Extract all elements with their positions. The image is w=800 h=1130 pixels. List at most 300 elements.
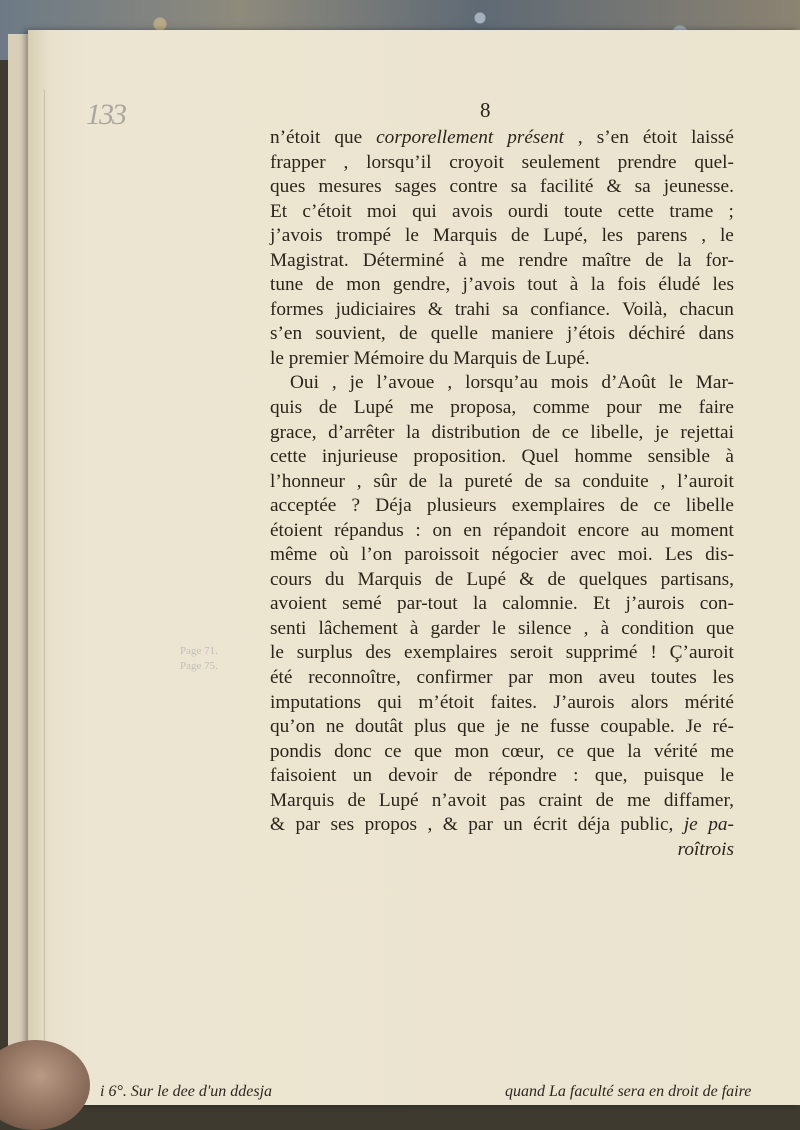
word: con- — [699, 593, 734, 615]
word: de — [522, 347, 541, 369]
word: cœur, — [501, 740, 545, 762]
word: répandoit — [493, 519, 567, 541]
word: roîtrois — [677, 838, 734, 860]
text-line — [270, 347, 734, 372]
text-line — [270, 641, 734, 666]
word: les — [712, 667, 734, 689]
word: Je — [685, 716, 702, 738]
word: J’aurois — [553, 691, 615, 713]
word: j’aurois — [625, 593, 685, 615]
word: quelle — [430, 323, 478, 345]
word: je — [654, 421, 669, 443]
word: un — [503, 814, 523, 836]
word: sa — [502, 298, 519, 320]
text-line — [270, 789, 734, 814]
word: je — [495, 716, 510, 738]
text-line — [270, 322, 734, 347]
word: ce — [561, 421, 579, 443]
word: toute — [563, 200, 603, 222]
word: des — [365, 642, 392, 664]
word: je — [349, 372, 364, 394]
word: proposa, — [450, 397, 517, 419]
word: un — [352, 765, 372, 787]
word: jeunesse. — [663, 176, 734, 198]
text-line — [270, 666, 734, 691]
word: Les — [664, 544, 693, 566]
word: déchiré — [628, 323, 686, 345]
word: ne — [520, 716, 539, 738]
word: quelques — [578, 568, 648, 590]
word: de — [620, 495, 639, 517]
word: : — [573, 765, 579, 787]
word: d’Août — [601, 372, 656, 394]
word: avois — [452, 200, 493, 222]
word: diffamer, — [663, 789, 734, 811]
word: chacun — [679, 298, 734, 320]
word: ce — [556, 740, 575, 762]
word: encore — [577, 519, 630, 541]
word: le — [720, 765, 734, 787]
bleed-through-mark: Page 71. — [180, 645, 218, 657]
word: que, — [594, 765, 628, 787]
word: Lupé, — [543, 225, 588, 247]
word: tune — [270, 274, 304, 296]
text-line — [270, 519, 734, 544]
text-line — [270, 740, 734, 765]
word: de — [547, 568, 566, 590]
word: n’avoit — [431, 789, 487, 811]
word: les — [712, 274, 734, 296]
body-text — [270, 126, 734, 862]
word: sa — [554, 470, 571, 492]
word: écrit — [533, 814, 568, 836]
text-line — [270, 273, 734, 298]
word: , — [583, 617, 589, 639]
word: facilité — [539, 176, 594, 198]
word: reconnoître, — [308, 667, 401, 689]
word: me — [480, 249, 505, 271]
word: sa — [634, 176, 651, 198]
word: , — [660, 470, 666, 492]
word: Et — [270, 200, 288, 222]
word: Lupé — [466, 568, 507, 590]
word: souvient, — [315, 323, 386, 345]
word: Déja — [375, 495, 412, 517]
word: ; — [728, 200, 734, 222]
word: doutât — [354, 716, 404, 738]
word: m’étoit — [418, 691, 475, 713]
word: ? — [351, 495, 361, 517]
word: Et — [593, 593, 611, 615]
text-line — [270, 224, 734, 249]
word: répandus — [334, 519, 404, 541]
word: du — [429, 347, 449, 369]
word: quis — [270, 397, 303, 419]
word: Marquis — [357, 568, 422, 590]
text-line — [270, 298, 734, 323]
word: mérité — [684, 691, 734, 713]
text-line — [270, 421, 734, 446]
word: seroit — [510, 642, 553, 664]
word: seulement — [521, 151, 600, 173]
word: dans — [698, 323, 734, 345]
word: répondre — [488, 765, 557, 787]
word: que — [706, 617, 734, 639]
word: d’arrêter — [328, 421, 395, 443]
word: me — [410, 397, 434, 419]
text-line — [270, 371, 734, 396]
word: fusse — [549, 716, 590, 738]
word: l’honneur — [270, 470, 345, 492]
word: de — [453, 765, 473, 787]
word: & — [270, 814, 285, 836]
word: libelle, — [590, 421, 644, 443]
word: qu’on — [270, 716, 315, 738]
word: le — [404, 225, 419, 247]
handwritten-note-left: i 6°. Sur le dee d'un ddesja — [100, 1083, 273, 1100]
word: de — [531, 421, 551, 443]
text-line — [270, 715, 734, 740]
word: faire — [698, 397, 734, 419]
word: ses — [330, 814, 355, 836]
word: fois — [617, 274, 646, 296]
word: ce — [653, 495, 671, 517]
word: ne — [325, 716, 345, 738]
word: senti — [270, 617, 307, 639]
word: paroissoit — [404, 544, 480, 566]
word: l’auroit — [677, 470, 734, 492]
word: à — [725, 446, 734, 468]
word: les — [601, 225, 623, 247]
text-line — [270, 151, 734, 176]
word: parens — [636, 225, 688, 247]
word: Marquis — [432, 225, 498, 247]
word: étoient — [270, 519, 323, 541]
word: de — [318, 397, 338, 419]
word: Lupé. — [545, 347, 590, 369]
word: avec — [570, 544, 606, 566]
word: ques — [270, 176, 306, 198]
word: partisans, — [660, 568, 734, 590]
word: maniere — [491, 323, 554, 345]
word: homme — [574, 446, 633, 468]
word: le — [270, 642, 284, 664]
word: lorsqu’au — [465, 372, 538, 394]
word: , — [343, 151, 349, 173]
word: & — [427, 298, 443, 320]
word: Quel — [521, 446, 559, 468]
word: devoir — [388, 765, 438, 787]
text-line — [270, 200, 734, 225]
word: l’on — [360, 544, 393, 566]
word: la — [438, 470, 453, 492]
word: lorsqu’il — [366, 151, 432, 173]
word: for- — [705, 249, 734, 271]
text-line — [270, 396, 734, 421]
word: Mémoire — [353, 347, 425, 369]
word: croyoit — [449, 151, 504, 173]
word: conduite — [582, 470, 649, 492]
word: plusieurs — [426, 495, 497, 517]
word: pour — [606, 397, 642, 419]
word: s’en — [270, 323, 303, 345]
word: j’étois — [566, 323, 616, 345]
word: la — [590, 274, 605, 296]
word: mesures — [318, 176, 382, 198]
word: où — [329, 544, 349, 566]
word: moment — [670, 519, 734, 541]
word: de — [645, 249, 664, 271]
word: qui — [377, 691, 403, 713]
word: Marquis — [270, 789, 335, 811]
word: s’en — [596, 127, 629, 148]
word: : — [415, 519, 421, 541]
word: , — [356, 470, 362, 492]
handwritten-note-right: quand La faculté sera en droit de faire — [505, 1083, 752, 1100]
word: puisque — [643, 765, 704, 787]
word: de — [408, 470, 427, 492]
word: mon — [346, 274, 381, 296]
word: Oui — [290, 372, 319, 394]
word: & — [519, 568, 535, 590]
word: à — [600, 617, 610, 639]
word: acceptée — [270, 495, 337, 517]
word: , — [331, 372, 337, 394]
word: Lupé — [353, 397, 394, 419]
word: , — [447, 372, 453, 394]
text-line — [270, 592, 734, 617]
word: de — [434, 568, 454, 590]
word: silence — [517, 617, 572, 639]
word: toutes — [650, 667, 697, 689]
word: cours — [270, 568, 312, 590]
word: que — [586, 740, 615, 762]
word: comme — [532, 397, 590, 419]
margin-pencil-number: 133 — [86, 98, 125, 131]
word: le — [668, 372, 683, 394]
word: confirmer — [416, 667, 493, 689]
word: la — [677, 249, 692, 271]
word: rejettai — [680, 421, 734, 443]
word: distribution — [431, 421, 521, 443]
word: j’avois — [462, 274, 516, 296]
word: pas — [499, 789, 526, 811]
word: négocier — [491, 544, 558, 566]
word: laissé — [691, 127, 734, 148]
word: , — [427, 814, 433, 836]
text-line — [270, 568, 734, 593]
word: public, — [620, 814, 674, 836]
word: condition — [621, 617, 695, 639]
word: le — [270, 347, 284, 369]
word: supprimé — [565, 642, 638, 664]
word: Voilà, — [622, 298, 668, 320]
word: la — [627, 740, 642, 762]
word: plus — [414, 716, 447, 738]
word: de — [399, 323, 418, 345]
word: le — [719, 225, 734, 247]
word: cette — [617, 200, 655, 222]
word: & — [606, 176, 622, 198]
word: trompé — [336, 225, 392, 247]
word: sages — [394, 176, 437, 198]
word: prendre — [617, 151, 677, 173]
word: sensible — [647, 446, 710, 468]
text-line — [270, 617, 734, 642]
word: avoient — [270, 593, 327, 615]
word: Ç’auroit — [669, 642, 734, 664]
word: proposition. — [413, 446, 507, 468]
word: aveu — [598, 667, 636, 689]
word: mon — [454, 740, 489, 762]
word: me — [658, 397, 682, 419]
word: , — [577, 127, 583, 148]
word: sa — [510, 176, 527, 198]
word: faites. — [490, 691, 538, 713]
word: moi — [366, 200, 397, 222]
word: mois — [550, 372, 589, 394]
word: , — [701, 225, 707, 247]
word: que — [334, 127, 363, 148]
word: Mar- — [695, 372, 734, 394]
word: trame — [669, 200, 714, 222]
text-line — [270, 470, 734, 495]
word: me — [710, 740, 734, 762]
word: de — [315, 274, 334, 296]
word: cette — [270, 446, 307, 468]
word: à — [409, 617, 419, 639]
word: n’étoit — [270, 127, 321, 148]
text-line — [270, 691, 734, 716]
word: corporellement — [376, 127, 494, 148]
word: de — [511, 225, 530, 247]
text-line — [270, 126, 734, 151]
text-line — [270, 543, 734, 568]
word: confiance. — [530, 298, 611, 320]
word: à — [458, 249, 467, 271]
text-line — [270, 175, 734, 200]
word: grace, — [270, 421, 317, 443]
text-line — [270, 813, 734, 838]
word: on — [432, 519, 452, 541]
word: pa- — [708, 814, 734, 836]
word: la — [406, 421, 420, 443]
word: craint — [538, 789, 583, 811]
word: & — [442, 814, 458, 836]
word: vérité — [653, 740, 698, 762]
word: surplus — [296, 642, 353, 664]
word: sûr — [373, 470, 397, 492]
word: exemplaires — [403, 642, 498, 664]
word: au — [640, 519, 660, 541]
word: gendre, — [392, 274, 451, 296]
text-line — [270, 445, 734, 470]
word: premier — [288, 347, 349, 369]
word: propos — [364, 814, 418, 836]
word: que — [457, 716, 485, 738]
word: dis- — [705, 544, 734, 566]
word: coupable. — [600, 716, 675, 738]
word: trahi — [454, 298, 491, 320]
word: alors — [630, 691, 669, 713]
text-line — [270, 764, 734, 789]
gutter-line — [44, 90, 45, 1070]
word: judiciaires — [335, 298, 416, 320]
word: par — [295, 814, 321, 836]
bleed-through-mark: Page 75. — [180, 660, 218, 672]
word: de — [347, 789, 366, 811]
word: garder — [430, 617, 480, 639]
word: même — [270, 544, 318, 566]
word: déja — [577, 814, 610, 836]
word: Lupé — [378, 789, 419, 811]
word: je — [683, 814, 698, 836]
page-number: 8 — [480, 98, 491, 122]
word: imputations — [270, 691, 362, 713]
word: tout — [527, 274, 558, 296]
word: ce — [384, 740, 402, 762]
word: du — [324, 568, 345, 590]
word: exemplaires — [511, 495, 605, 517]
word: que — [414, 740, 442, 762]
word: Magistrat. — [270, 249, 349, 271]
word: Déterminé — [362, 249, 445, 271]
word: par — [468, 814, 493, 836]
word: j’avois — [270, 225, 323, 247]
word: contre — [449, 176, 498, 198]
word: par-tout — [397, 593, 458, 615]
word: libelle — [685, 495, 734, 517]
word: de — [595, 789, 614, 811]
word: la — [472, 593, 487, 615]
word: de — [524, 470, 543, 492]
word: ! — [650, 642, 657, 664]
word: injurieuse — [321, 446, 398, 468]
word: été — [270, 667, 293, 689]
word: en — [463, 519, 482, 541]
word: frapper — [270, 151, 326, 173]
word: ré- — [712, 716, 734, 738]
word: me — [627, 789, 651, 811]
word: présent — [507, 127, 564, 148]
text-line — [270, 249, 734, 274]
word: mon — [548, 667, 583, 689]
word: à — [569, 274, 579, 296]
word: quel- — [694, 151, 734, 173]
word: lâchement — [318, 617, 398, 639]
word: ourdi — [507, 200, 549, 222]
word: semé — [342, 593, 382, 615]
word: le — [491, 617, 506, 639]
text-line — [270, 494, 734, 519]
word: Marquis — [453, 347, 518, 369]
word: c’étoit — [302, 200, 352, 222]
word: l’avoue — [376, 372, 435, 394]
word: donc — [334, 740, 372, 762]
text-line — [270, 838, 734, 863]
word: rendre — [518, 249, 568, 271]
word: qui — [412, 200, 437, 222]
word: pondis — [270, 740, 322, 762]
word: éludé — [658, 274, 701, 296]
word: par — [508, 667, 533, 689]
word: maître — [581, 249, 632, 271]
word: pureté — [464, 470, 513, 492]
word: moi. — [617, 544, 653, 566]
word: calomnie. — [502, 593, 578, 615]
word: faisoient — [270, 765, 337, 787]
word: étoit — [642, 127, 678, 148]
